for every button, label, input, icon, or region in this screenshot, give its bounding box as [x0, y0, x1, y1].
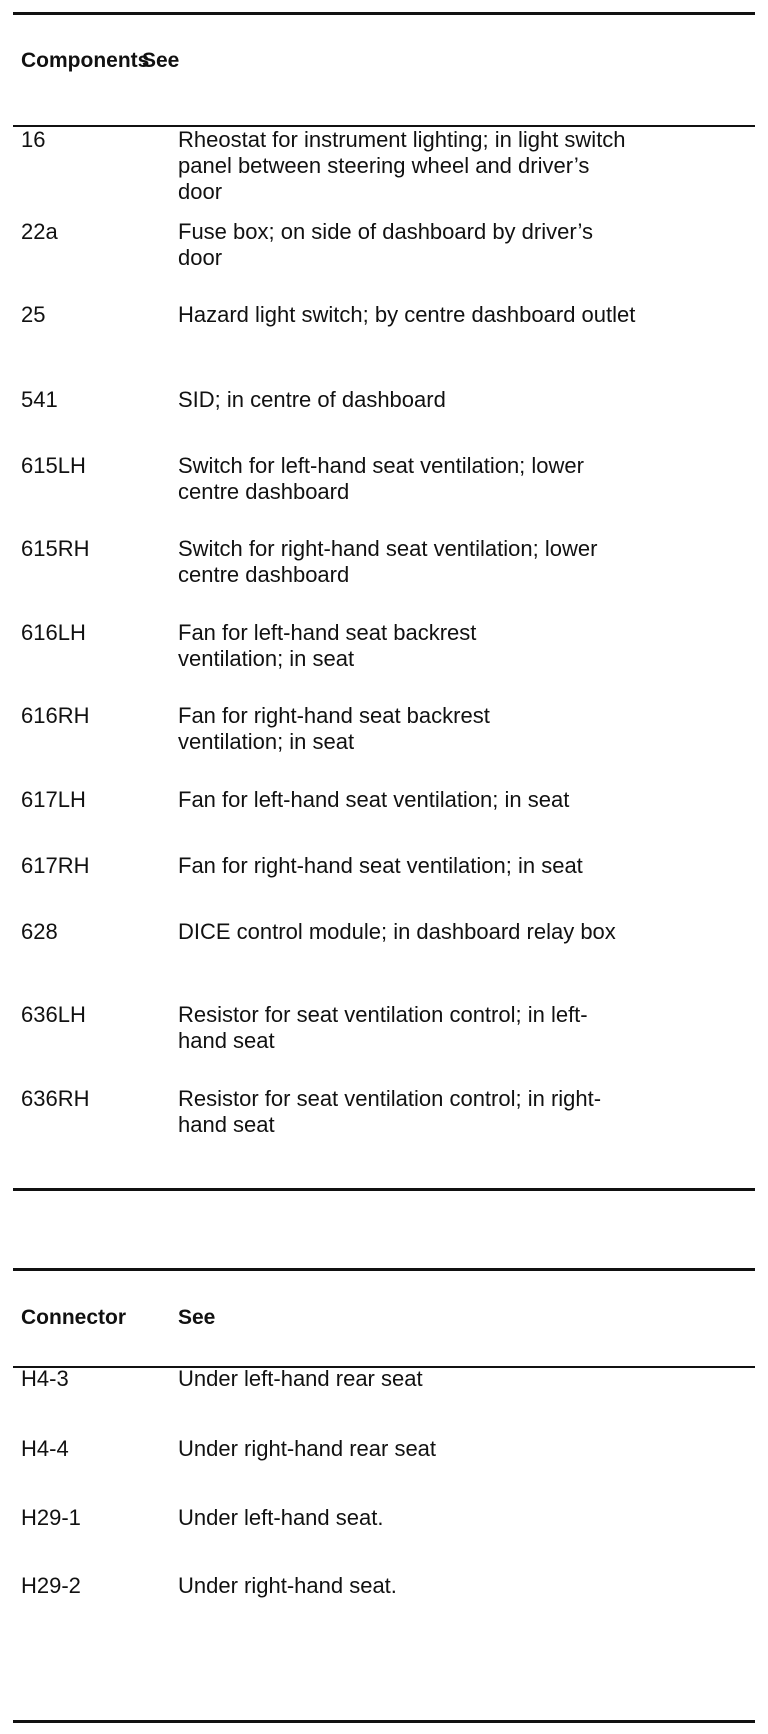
table-row-id: 541 — [21, 387, 58, 412]
table-row-description: Hazard light switch; by centre dashboard outlet — [178, 302, 636, 327]
components-header-col1: Components — [21, 49, 150, 72]
table-row-id: H4-4 — [21, 1436, 69, 1461]
connectors-table-top-rule — [13, 1268, 755, 1271]
table-row-description: Fan for right-hand seat backrest ventilation; in seat — [178, 703, 490, 754]
connectors-header-col2: See — [178, 1306, 216, 1329]
table-row-id: H29-1 — [21, 1505, 81, 1530]
table-row-description: SID; in centre of dashboard — [178, 387, 446, 412]
table-row-id: 615LH — [21, 453, 86, 478]
table-row-description: Under left-hand seat. — [178, 1505, 384, 1530]
table-row-description: Rheostat for instrument lighting; in light switch panel between steering wheel and driver’s door — [178, 127, 626, 204]
table-row-id: 636RH — [21, 1086, 90, 1111]
table-row-description: Fan for left-hand seat backrest ventilation; in seat — [178, 620, 477, 671]
connectors-header-col1: Connector — [21, 1306, 126, 1329]
table-row-description: Under left-hand rear seat — [178, 1366, 423, 1391]
table-row-description: Resistor for seat ventilation control; in left-hand seat — [178, 1002, 588, 1053]
table-row-id: 628 — [21, 919, 58, 944]
table-row-id: 25 — [21, 302, 46, 327]
table-row-id: 616LH — [21, 620, 86, 645]
table-row-description: Fan for right-hand seat ventilation; in seat — [178, 853, 583, 878]
table-row-id: H4-3 — [21, 1366, 69, 1391]
table-row-id: 636LH — [21, 1002, 86, 1027]
connectors-table-bottom-rule — [13, 1720, 755, 1723]
table-row-id: 615RH — [21, 536, 90, 561]
table-row-id: H29-2 — [21, 1573, 81, 1598]
table-row-id: 16 — [21, 127, 46, 152]
table-row-description: Under right-hand seat. — [178, 1573, 397, 1598]
components-table-top-rule — [13, 12, 755, 15]
table-row-id: 617RH — [21, 853, 90, 878]
table-row-description: Switch for right-hand seat ventilation; lower centre dashboard — [178, 536, 598, 587]
components-table-bottom-rule — [13, 1188, 755, 1191]
table-row-description: Switch for left-hand seat ventilation; lower centre dashboard — [178, 453, 584, 504]
table-row-id: 617LH — [21, 787, 86, 812]
table-row-description: Fuse box; on side of dashboard by driver’s door — [178, 219, 593, 270]
table-row-description: Resistor for seat ventilation control; in right-hand seat — [178, 1086, 602, 1137]
table-row-description: DICE control module; in dashboard relay box — [178, 919, 616, 944]
table-row-id: 616RH — [21, 703, 90, 728]
table-row-description: Under right-hand rear seat — [178, 1436, 437, 1461]
table-row-description: Fan for left-hand seat ventilation; in seat — [178, 787, 570, 812]
table-row-id: 22a — [21, 219, 58, 244]
components-header-col2: See — [142, 49, 180, 72]
